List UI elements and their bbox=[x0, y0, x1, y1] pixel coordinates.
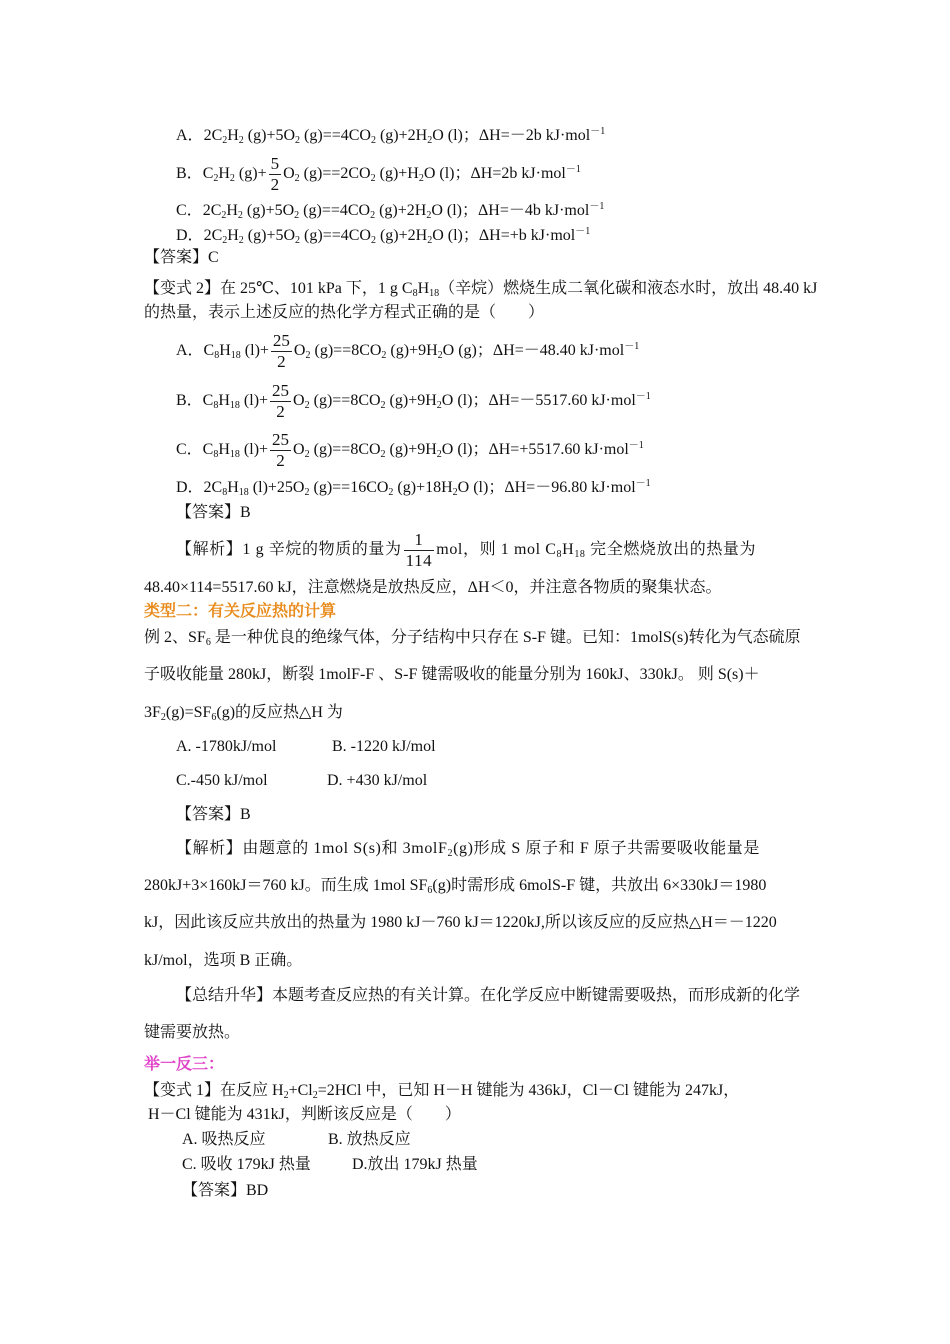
practice-option-a: A. 吸热反应 bbox=[182, 1131, 266, 1148]
q1-option-a: A．$2C_2H_2$ $(g)+5O_2$ $(g)==4CO_2$ $(g)+2H_2O$ (l)；ΔH=－2b kJ·mol$^{-1}$ bbox=[176, 126, 606, 146]
q1-option-c: C．$2C_2H_2$ $(g)+5O_2$ $(g)==4CO_2$ $(g)+2H_2O$ (l)；ΔH=－4b kJ·mol$^{-1}$ bbox=[176, 201, 605, 221]
practice-option-c: C. 吸收 179kJ 热量 bbox=[182, 1156, 311, 1173]
variant2-answer: 【答案】B bbox=[176, 504, 251, 521]
variant2-line2: 的热量，表示上述反应的热化学方程式正确的是（ ） bbox=[144, 304, 545, 321]
example2-line3: $3F_2(g)=SF_6(g)$的反应热△H 为 bbox=[144, 704, 343, 723]
fraction: $\frac{25}{2}$ bbox=[272, 429, 290, 470]
variant2-option-c: C．$C_8H_{18}$ (l)+ $\frac{25}{2}$ $O_2$ $(g)==8CO_2$ $(g)+9H_2O$ (l)；ΔH=+5517.60 kJ·mol$^{-1}$ bbox=[176, 429, 644, 470]
variant2-analysis-line2: 48.40×114=5517.60 kJ，注意燃烧是放热反应，ΔH＜0，并注意各物质的聚集状态。 bbox=[144, 579, 722, 596]
fraction: $\frac{25}{2}$ bbox=[272, 380, 290, 421]
example2-analysis-line1: 【解析】由题意的 1mol S(s)和 3molF$_2$(g)形成 S 原子和 F 原子共需要吸收能量是 bbox=[176, 840, 760, 859]
example2-option-c: C.-450 kJ/mol bbox=[176, 772, 268, 789]
fraction: $\frac{25}{2}$ bbox=[272, 330, 290, 371]
practice-answer: 【答案】BD bbox=[182, 1182, 269, 1199]
variant2-option-d: D．$2C_8H_{18}$ $(l)+25O_2$ $(g)==16CO_2$ $(g)+18H_2O$ (l)；ΔH=－96.80 kJ·mol$^{-1}$ bbox=[176, 478, 651, 498]
answer-1: 【答案】C bbox=[144, 249, 219, 266]
example2-analysis-line3: kJ，因此该反应共放出的热量为 1980 kJ－760 kJ＝1220kJ,所以该反应的反应热△H＝－1220 bbox=[144, 914, 777, 931]
variant2-analysis-line1: 【解析】1 g 辛烷的物质的量为 $\frac{1}{114}$ mol，则 1 mol $C_8H_{18}$ 完全燃烧放出的热量为 bbox=[176, 529, 757, 570]
example2-option-a: A. -1780kJ/mol bbox=[176, 738, 277, 755]
variant2-line1: 【变式 2】在 25℃、101 kPa 下，1 g $C_8H_{18}$（辛烷）燃烧生成二氧化碳和液态水时，放出 48.40 kJ bbox=[144, 280, 818, 299]
practice-variant1-line1: 【变式 1】在反应 $H_2+Cl_2=2HCl$ 中，已知 H－H 键能为 436kJ，Cl－Cl 键能为 247kJ， bbox=[144, 1082, 740, 1101]
section-heading-type2: 类型二：有关反应热的计算 bbox=[144, 603, 337, 620]
variant2-option-b: B．$C_8H_{18}$ (l)+ $\frac{25}{2}$ $O_2$ $(g)==8CO_2$ $(g)+9H_2O$ (l)；ΔH=－5517.60 kJ·mol$^{-1}$ bbox=[176, 380, 651, 421]
q1-option-d: D．$2C_2H_2$ $(g)+5O_2$ $(g)==4CO_2$ $(g)+2H_2O$ (l)；ΔH=+b kJ·mol$^{-1}$ bbox=[176, 226, 591, 246]
summary-line1: 【总结升华】本题考查反应热的有关计算。在化学反应中断键需要吸热，而形成新的化学 bbox=[176, 987, 801, 1004]
example2-analysis-line4: kJ/mol，选项 B 正确。 bbox=[144, 952, 303, 969]
example2-line2: 子吸收能量 280kJ，断裂 1molF-F 、S-F 键需吸收的能量分别为 160kJ、330kJ。 则 S(s)＋ bbox=[144, 666, 760, 683]
practice-option-d: D.放出 179kJ 热量 bbox=[352, 1156, 478, 1173]
practice-variant1-line2: H－Cl 键能为 431kJ，判断该反应是（ ） bbox=[148, 1106, 461, 1123]
variant2-option-a: A．$C_8H_{18}$ (l)+ $\frac{25}{2}$ $O_2$ $(g)==8CO_2$ $(g)+9H_2O$ (g)；ΔH=－48.40 kJ·mol$^{-1}$ bbox=[176, 330, 640, 371]
example2-answer: 【答案】B bbox=[176, 806, 251, 823]
fraction: $\frac{1}{114}$ bbox=[405, 529, 433, 570]
example2-analysis-line2: 280kJ+3×160kJ＝760 kJ。而生成 1mol $SF_6(g)$时需形成 6molS-F 键，共放出 6×330kJ＝1980 bbox=[144, 877, 767, 896]
example2-line1: 例 2、$SF_6$ 是一种优良的绝缘气体，分子结构中只存在 S-F 键。已知：1molS(s)转化为气态硫原 bbox=[144, 629, 801, 648]
summary-line2: 键需要放热。 bbox=[144, 1024, 241, 1041]
fraction: $\frac{5}{2}$ bbox=[270, 153, 280, 194]
example2-option-d: D. +430 kJ/mol bbox=[327, 772, 428, 789]
example2-option-b: B. -1220 kJ/mol bbox=[332, 738, 436, 755]
section-heading-practice: 举一反三： bbox=[144, 1056, 225, 1073]
q1-option-b: B．$C_2H_2$ (g)+ $\frac{5}{2}$ $O_2$ $(g)==2CO_2$ $(g)+H_2O$ (l)；ΔH=2b kJ·mol$^{-1}$ bbox=[176, 153, 581, 194]
practice-option-b: B. 放热反应 bbox=[328, 1131, 411, 1148]
